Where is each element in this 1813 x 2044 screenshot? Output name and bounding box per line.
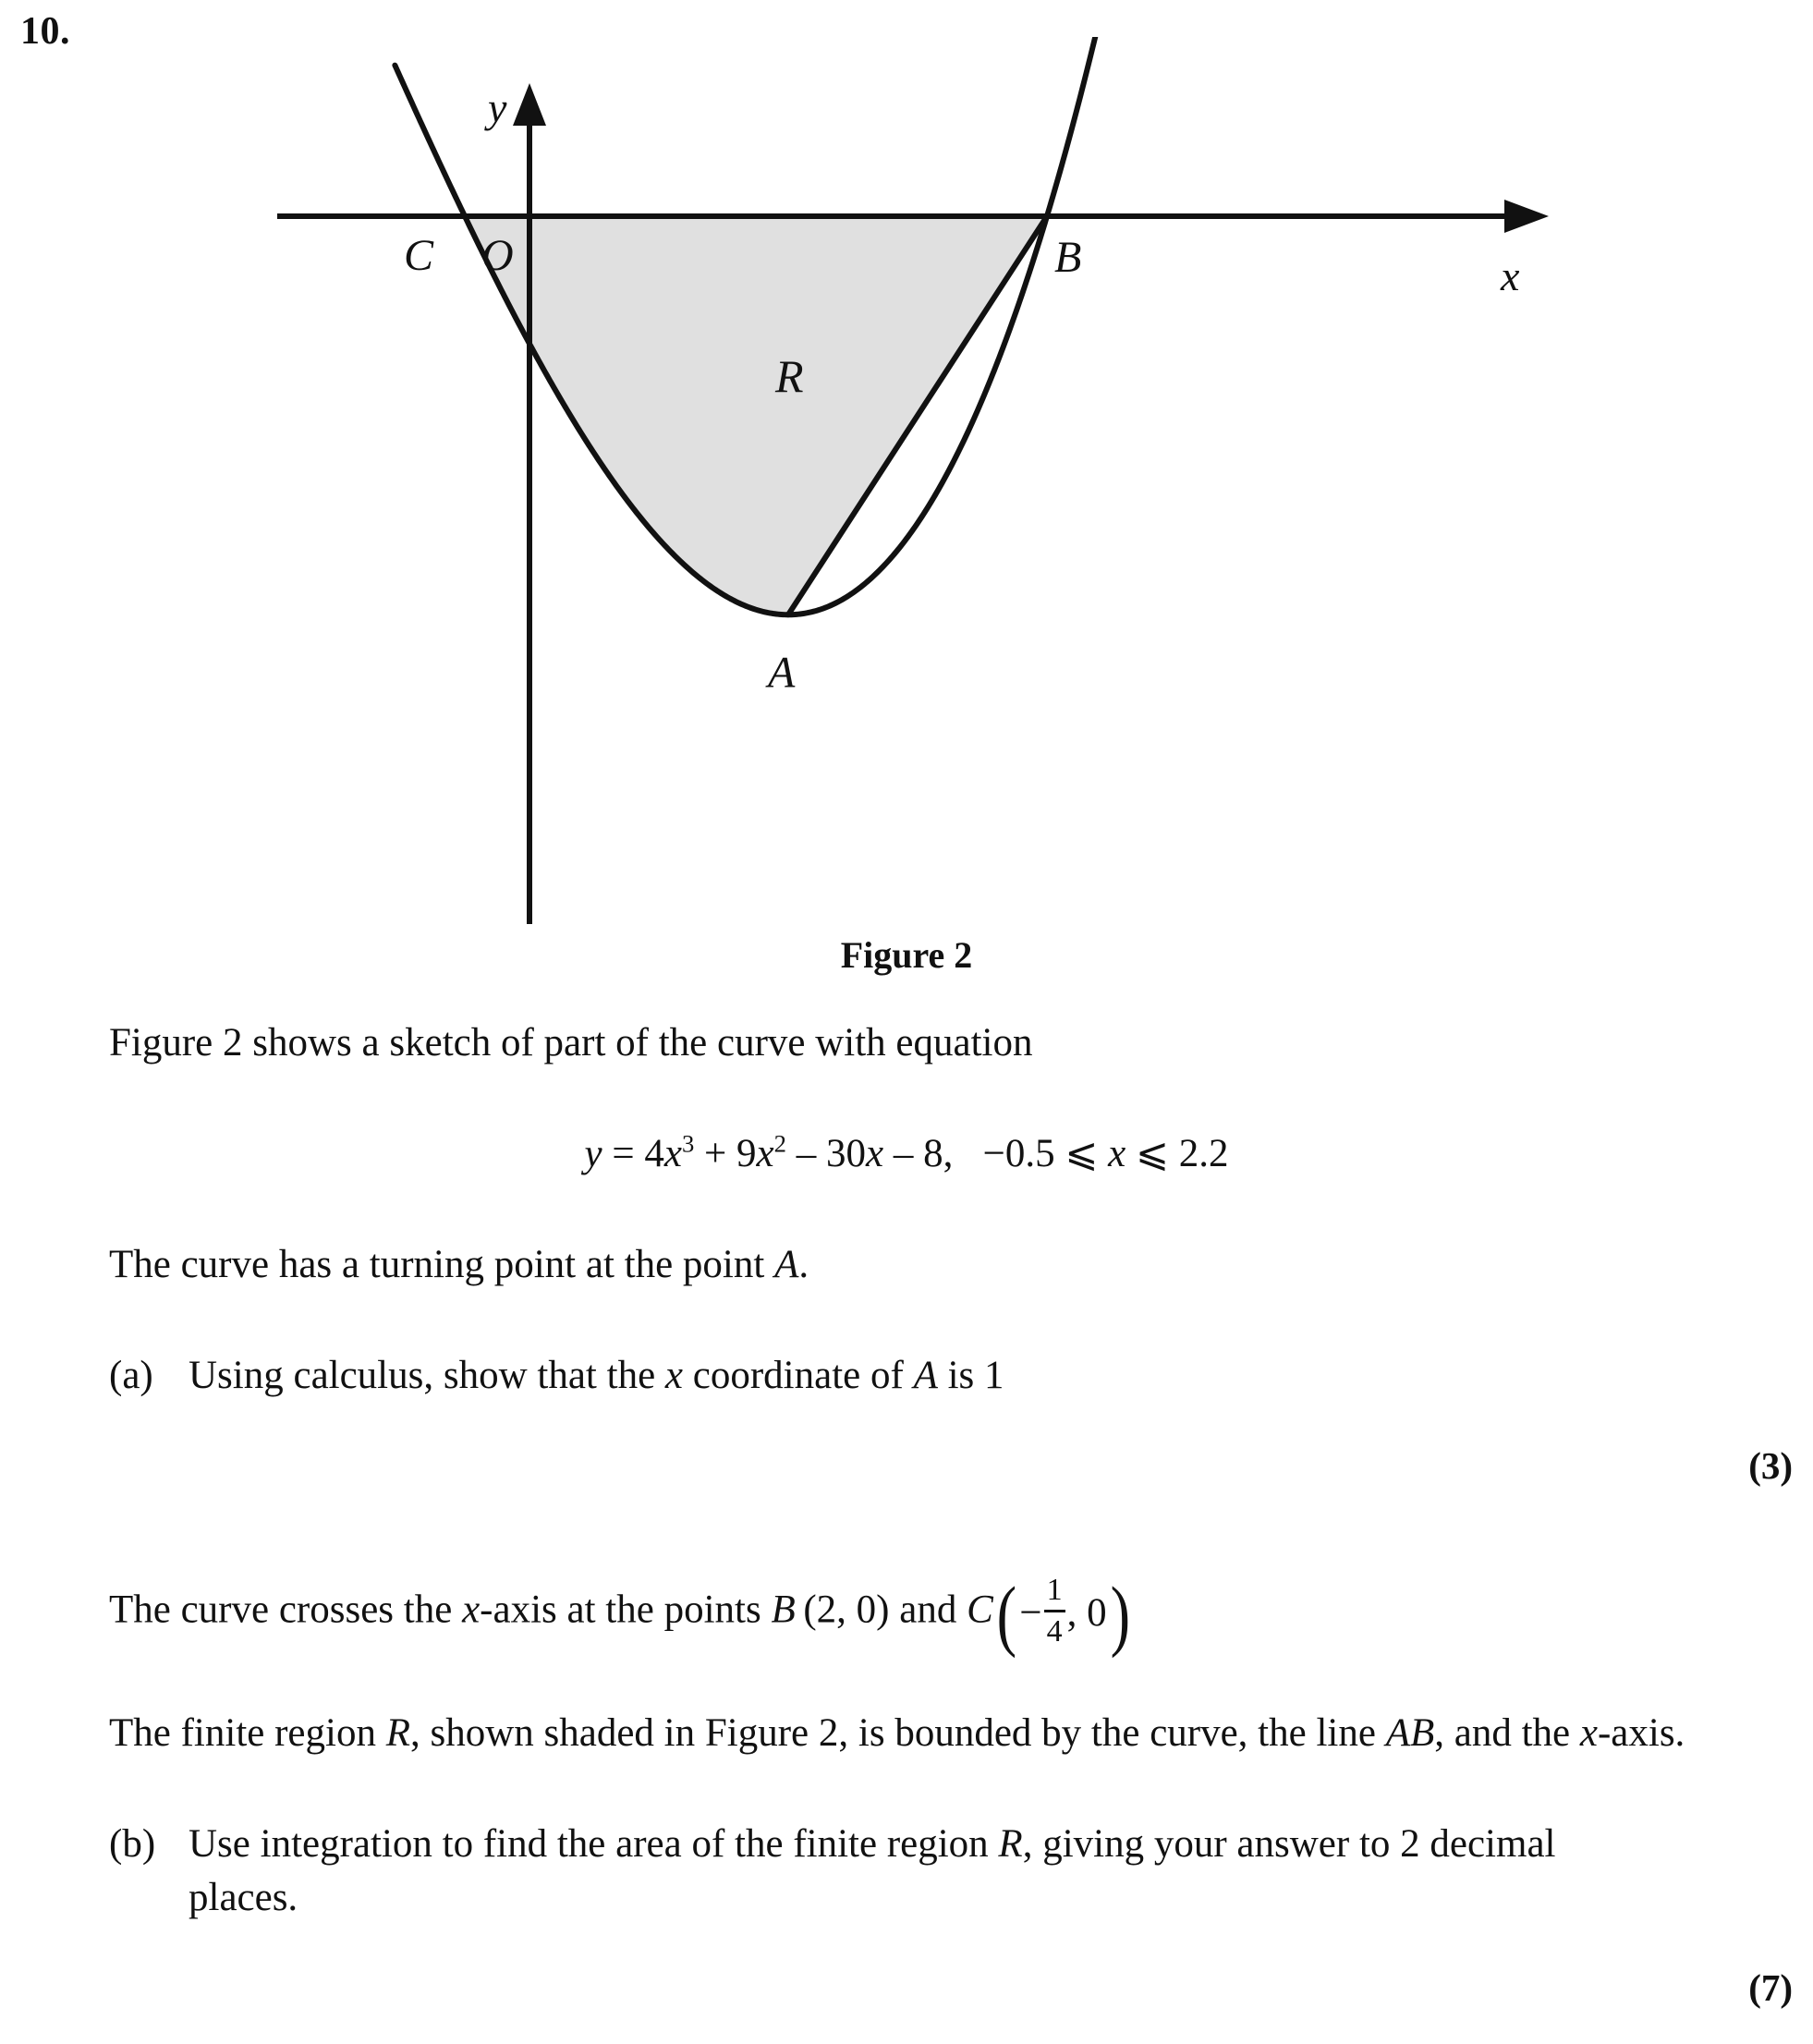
- point-label-O: O: [481, 231, 514, 280]
- region-mid1: , shown shaded in Figure 2, is bounded by the curve, the line: [409, 1711, 1386, 1756]
- x-axis-label: x: [1501, 252, 1520, 299]
- op2: –: [796, 1132, 817, 1176]
- range-low: −0.5: [982, 1132, 1055, 1176]
- eq-sign: =: [612, 1132, 635, 1176]
- region-pre: The finite region: [109, 1711, 386, 1756]
- c-second-coord: , 0: [1066, 1590, 1107, 1635]
- part-a-tag: (a): [109, 1354, 153, 1398]
- equation-lhs: y: [584, 1132, 602, 1176]
- region-paragraph: [109, 1707, 1772, 1760]
- part-a: [109, 1349, 1782, 1403]
- part-a-pre: Using calculus, show that the: [189, 1354, 665, 1398]
- c-minus-sign: −: [1019, 1590, 1042, 1635]
- term2-coef: 9: [736, 1132, 757, 1176]
- turning-point-var: A: [774, 1243, 799, 1287]
- marks-part-b: (7): [1748, 1966, 1793, 2010]
- crosses-pre: The curve crosses the: [109, 1588, 463, 1632]
- right-paren: ): [1110, 1569, 1130, 1659]
- part-b-tag: (b): [109, 1822, 156, 1867]
- part-a-var-x: x: [664, 1354, 684, 1398]
- region-post: -axis.: [1597, 1711, 1685, 1756]
- term1-coef: 4: [644, 1132, 664, 1176]
- crosses-mid2: and: [889, 1588, 967, 1632]
- fraction-bar: [1044, 1610, 1065, 1612]
- part-b-text: [189, 1818, 1782, 1925]
- point-label-C: C: [404, 231, 434, 280]
- region-label-R: R: [775, 349, 804, 402]
- region-var-x: x: [1579, 1711, 1598, 1756]
- term1-var: x: [663, 1132, 682, 1176]
- intro-paragraph: Figure 2 shows a sketch of part of the curve with equation: [109, 1021, 1033, 1065]
- term4-const: 8,: [923, 1132, 954, 1176]
- region-var-ab: AB: [1385, 1711, 1435, 1756]
- part-b-post: , giving your answer to 2 decimal: [1022, 1822, 1556, 1867]
- range-high: 2.2: [1178, 1132, 1229, 1176]
- part-a-mid: coordinate of: [683, 1354, 914, 1398]
- crosses-mid1: -axis at the points: [480, 1588, 772, 1632]
- question-number: 10.: [20, 10, 70, 53]
- turning-point-post: .: [798, 1243, 809, 1287]
- shaded-region-R: [465, 216, 1047, 614]
- equation-equals: [602, 1132, 613, 1175]
- term3-var: x: [865, 1132, 884, 1176]
- figure-2-graph: [0, 37, 1813, 924]
- x-axis-arrow: [1504, 200, 1549, 233]
- range-var: x: [1108, 1132, 1126, 1176]
- crosses-var-x: x: [462, 1588, 481, 1632]
- part-b: [109, 1818, 1782, 1925]
- y-axis-label: y: [488, 84, 507, 131]
- curve-equation: [0, 1127, 1813, 1181]
- fraction-numerator: 1: [1046, 1573, 1063, 1608]
- figure-caption: Figure 2: [840, 934, 973, 976]
- range-rel1: ⩽: [1065, 1132, 1099, 1176]
- c-coordinate-group: [993, 1569, 1134, 1659]
- term2-var: x: [756, 1132, 774, 1176]
- part-a-post: is 1: [937, 1354, 1004, 1398]
- turning-point-pre: The curve has a turning point at the point: [109, 1243, 775, 1287]
- crosses-b-coords: (2, 0): [803, 1588, 890, 1632]
- question-body: [0, 1016, 1813, 2010]
- term1-power: 3: [681, 1129, 695, 1158]
- crosses-var-b: B: [771, 1588, 796, 1632]
- point-label-B: B: [1054, 233, 1082, 282]
- part-a-text: [189, 1349, 1782, 1403]
- y-axis-arrow: [513, 83, 546, 126]
- left-paren: (: [996, 1569, 1016, 1659]
- region-mid2: , and the: [1434, 1711, 1580, 1756]
- range-rel2: ⩽: [1135, 1132, 1169, 1176]
- fraction-denominator: 4: [1046, 1614, 1063, 1649]
- op1: +: [704, 1132, 727, 1176]
- crosses-paragraph: [109, 1569, 1772, 1659]
- part-b-line2: places.: [189, 1876, 298, 1920]
- part-b-pre: Use integration to find the area of the finite region: [189, 1822, 999, 1867]
- part-a-var-a: A: [913, 1354, 938, 1398]
- part-b-var-r: R: [998, 1822, 1023, 1867]
- op3: –: [893, 1132, 914, 1176]
- marks-part-a: (3): [1748, 1444, 1793, 1488]
- region-var-r: R: [385, 1711, 410, 1756]
- one-quarter-fraction: [1044, 1575, 1065, 1648]
- turning-point-paragraph: [109, 1238, 1772, 1292]
- crosses-var-c: C: [967, 1588, 993, 1632]
- graph-svg: [0, 37, 1813, 924]
- term2-power: 2: [773, 1129, 786, 1158]
- point-label-A: A: [768, 648, 796, 698]
- term3-coef: 30: [825, 1132, 866, 1176]
